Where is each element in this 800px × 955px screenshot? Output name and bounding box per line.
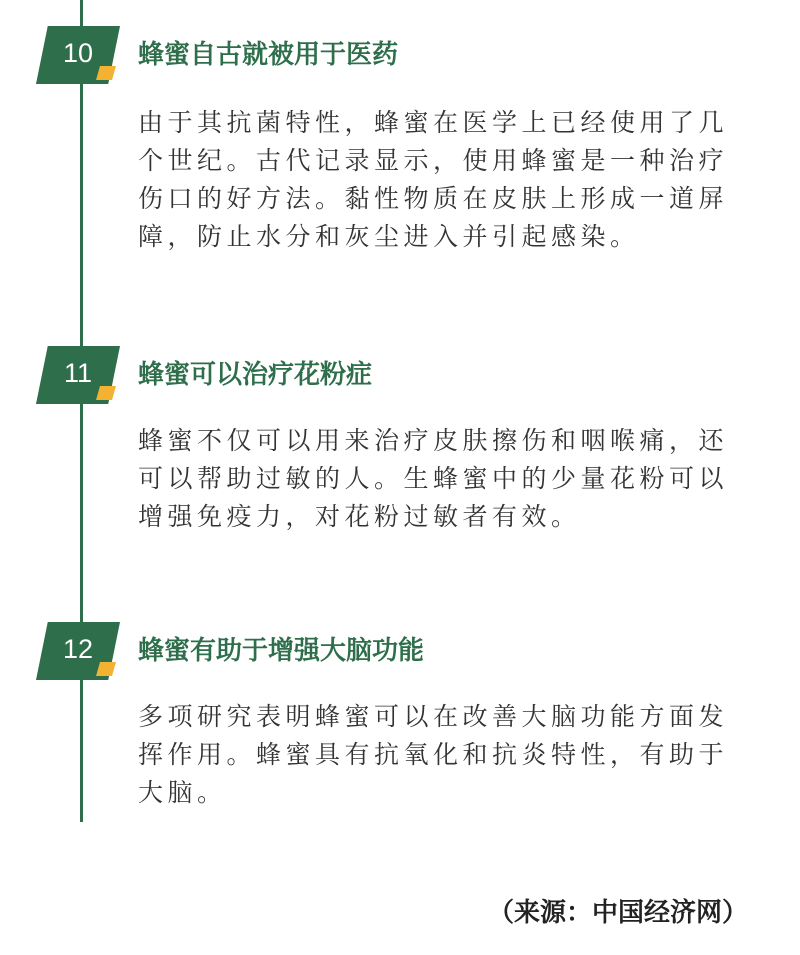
section-title: 蜂蜜可以治疗花粉症 xyxy=(138,360,373,390)
section-number-badge xyxy=(36,26,120,84)
section-title: 蜂蜜自古就被用于医药 xyxy=(138,40,399,70)
section-number-badge xyxy=(36,346,120,404)
section-number: 10 xyxy=(62,38,94,68)
source-credit: （来源：中国经济网） xyxy=(487,898,748,928)
section-number: 11 xyxy=(63,358,93,388)
section-body: 由于其抗菌特性，蜂蜜在医学上已经使用了几个世纪。古代记录显示，使用蜂蜜是一种治疗伤口的好方法。黏性物质在皮肤上形成一道屏障，防止水分和灰尘进入并引起感染。 xyxy=(138,108,729,251)
section-number-badge xyxy=(36,622,120,680)
timeline-line xyxy=(80,0,83,822)
section-number: 12 xyxy=(62,634,94,664)
section-body: 多项研究表明蜂蜜可以在改善大脑功能方面发挥作用。蜂蜜具有抗氧化和抗炎特性，有助于大脑。 xyxy=(138,702,729,807)
section-body: 蜂蜜不仅可以用来治疗皮肤擦伤和咽喉痛，还可以帮助过敏的人。生蜂蜜中的少量花粉可以增强免疫力，对花粉过敏者有效。 xyxy=(138,426,729,531)
section-title: 蜂蜜有助于增强大脑功能 xyxy=(138,636,425,666)
